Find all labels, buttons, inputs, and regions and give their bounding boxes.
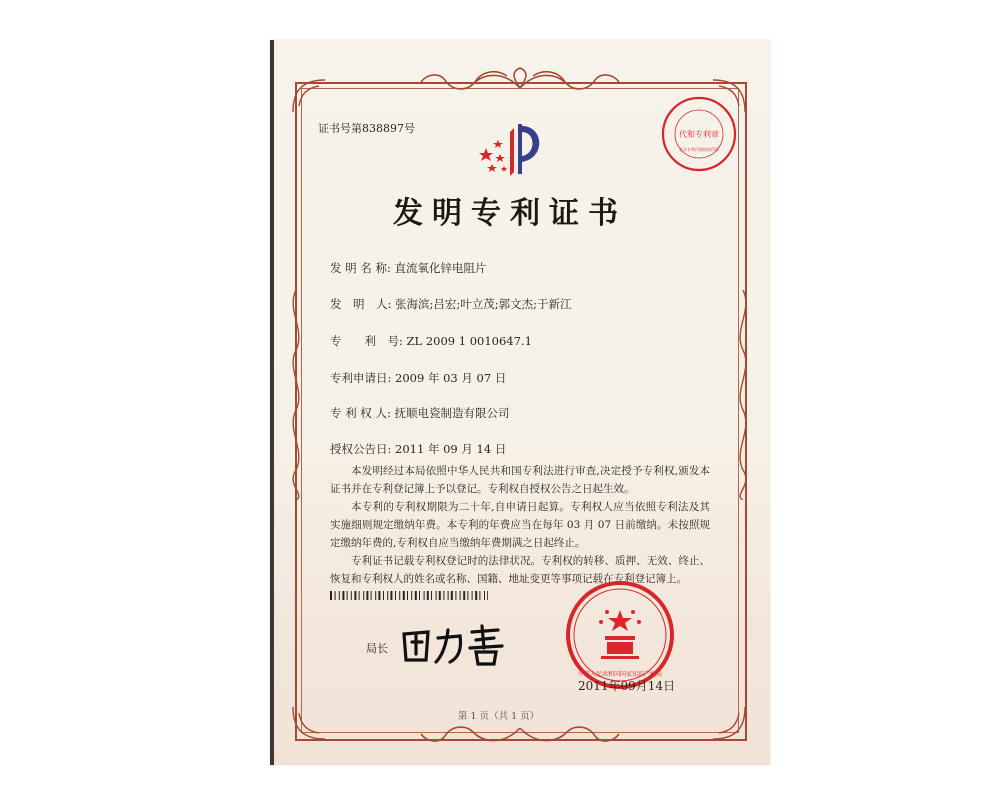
barcode-bar [415, 591, 417, 600]
field-patentee [330, 405, 510, 421]
field-label: 专 利 号: [330, 334, 403, 348]
right-ornament [731, 290, 755, 500]
grant-date: 2011年09月14日 [578, 679, 676, 693]
barcode-bar [436, 591, 437, 600]
barcode-bar [467, 591, 468, 600]
body-paragraph: 本发明经过本局依照中华人民共和国专利法进行审查,决定授予专利权,颁发本证书并在专利登记簿上予以登记。专利权自授权公告之日起生效。 [330, 465, 710, 495]
certificate-title: 发明专利证书 [393, 196, 627, 231]
certificate-number: 证书号第838897号 [318, 122, 415, 135]
barcode-bar [375, 591, 376, 600]
field-label: 专 利 权 人: [330, 406, 391, 420]
field-label: 发 明 名 称: [330, 261, 391, 275]
barcode-bar [359, 591, 360, 600]
barcode-bar [330, 591, 332, 600]
field-invention-name [330, 260, 487, 276]
top-ornament [415, 66, 625, 96]
body-paragraph: 专利证书记载专利权登记时的法律状况。专利权的转移、质押、无效、终止、恢复和专利权人的姓名或名称、国籍、地址变更等事项记载在专利登记簿上。 [330, 555, 710, 585]
barcode-bar [383, 591, 384, 600]
barcode-bar [439, 591, 441, 600]
barcode-bar [363, 591, 364, 600]
barcode-bar [463, 591, 465, 600]
barcode-icon [330, 591, 488, 600]
barcode-bar [407, 591, 408, 600]
director-signature-icon [398, 620, 508, 668]
field-label: 发 明 人: [330, 297, 392, 311]
barcode-bar [484, 591, 485, 600]
barcode-bar [354, 591, 356, 600]
barcode-bar [451, 591, 453, 600]
page-footer: 第 1 页（共 1 页） [458, 711, 540, 722]
seal-text: 中华人民共和国国家知识产权局 [577, 671, 663, 678]
barcode-bar [339, 591, 340, 600]
field-value: 抚顺电瓷制造有限公司 [394, 406, 510, 420]
barcode-bar [411, 591, 412, 600]
barcode-bar [371, 591, 372, 600]
field-value: 张海滨;吕宏;叶立茂;郭文杰;于新江 [395, 297, 572, 311]
barcode-bar [427, 591, 429, 600]
barcode-bar [424, 591, 425, 600]
barcode-bar [395, 591, 396, 600]
field-label: 专利申请日: [330, 371, 392, 385]
barcode-bar [443, 591, 444, 600]
signature-label: 局长 [366, 642, 388, 655]
patent-office-logo-icon [478, 118, 550, 180]
barcode-bar [366, 591, 368, 600]
corner-ornament-top-left [289, 76, 329, 116]
field-grant-date [330, 441, 506, 457]
field-label: 授权公告日: [330, 442, 392, 456]
corner-ornament-bottom-right [709, 703, 749, 743]
field-value: ZL 2009 1 0010647.1 [406, 334, 532, 348]
barcode-bar [399, 591, 400, 600]
barcode-bar [431, 591, 432, 600]
barcode-bar [378, 591, 380, 600]
field-patent-number [330, 333, 532, 349]
barcode-bar [487, 591, 488, 600]
barcode-bar [472, 591, 473, 600]
barcode-bar [475, 591, 477, 600]
barcode-bar [455, 591, 456, 600]
national-ip-office-seal-icon [565, 580, 675, 690]
barcode-bar [335, 591, 336, 600]
barcode-bar [403, 591, 405, 600]
field-value: 2011 年 09 月 14 日 [395, 442, 507, 456]
barcode-bar [448, 591, 449, 600]
field-application-date [330, 370, 506, 386]
barcode-bar [419, 591, 420, 600]
seal-ring-text: 北京专利代理机构印章 [679, 147, 719, 152]
field-value: 直流氧化锌电阻片 [394, 261, 487, 275]
barcode-bar [387, 591, 388, 600]
barcode-bar [460, 591, 461, 600]
barcode-bar [351, 591, 352, 600]
agency-seal-icon [660, 95, 738, 173]
seal-center-text: 代和专利章 [679, 130, 719, 139]
field-value: 2009 年 03 月 07 日 [395, 371, 507, 385]
field-inventors [330, 296, 572, 312]
barcode-bar [390, 591, 392, 600]
barcode-bar [479, 591, 480, 600]
left-ornament [284, 290, 308, 500]
certificate-body [330, 462, 710, 588]
barcode-bar [342, 591, 344, 600]
paper-binding-edge [270, 40, 274, 765]
corner-ornament-bottom-left [289, 703, 329, 743]
body-paragraph: 本专利的专利权期限为二十年,自申请日起算。专利权人应当依照专利法及其实施细则规定缴纳年费。本专利的年费应当在每年 03 月 07 日前缴纳。未按照规定缴纳年费的,专利权自应当缴纳年费期满之日起终止。 [330, 501, 710, 549]
barcode-bar [347, 591, 348, 600]
bottom-ornament [415, 722, 625, 748]
